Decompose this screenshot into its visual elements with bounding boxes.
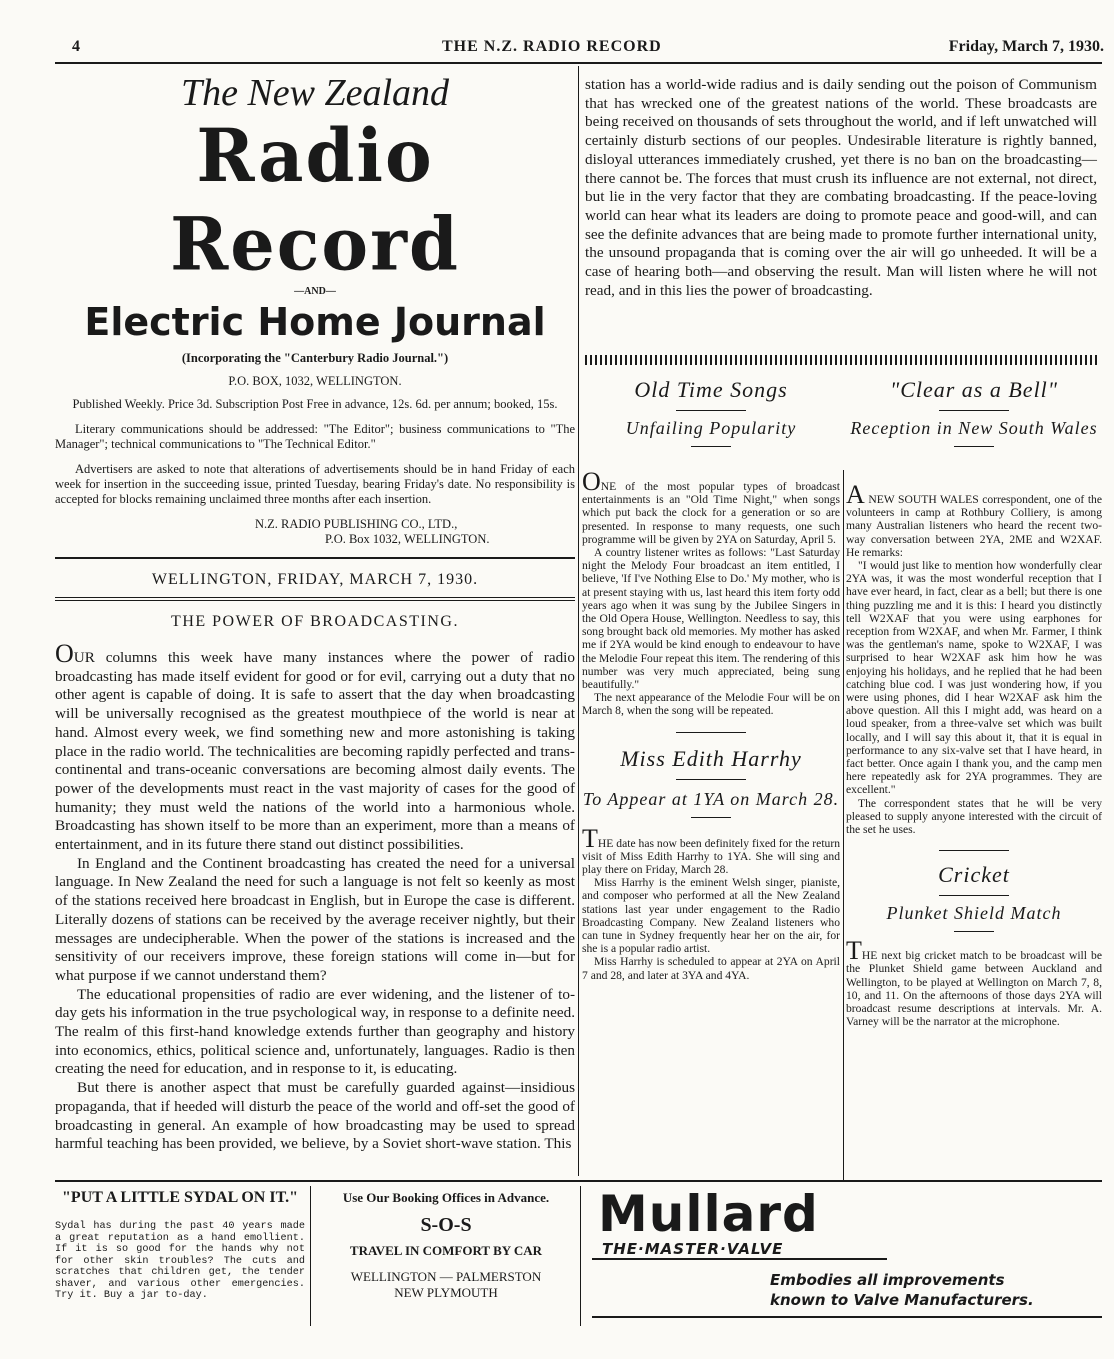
incorporating-note: (Incorporating the "Canterbury Radio Journal.") [181, 351, 449, 365]
decorative-rule [585, 355, 1097, 365]
masthead-line1: The New Zealand [180, 72, 450, 114]
header-rule [55, 62, 1102, 64]
page-header [72, 38, 1104, 60]
cricket-p1: THE next big cricket match to be broadcast will be the Plunket Shield game between Auckland and Wellington, to be played at Wellington on March 7, 8, 10, and 11. On the afternoons of those days 2YA will broadcast resume descriptions at intervals. Mr. A. Varney will be the narrator at the microphone. [846, 936, 1102, 1029]
songs-title: Old Time Songs [634, 377, 788, 402]
ad-divider-1 [310, 1186, 311, 1326]
songs-rule [676, 410, 746, 411]
harrhy-p2: Miss Harrhy is the eminent Welsh singer, pianiste, and composer who performed at all the New Zealand stations last year under engagement to the Radio Broadcasting Company. New Zealand listeners who can tune in Sydney frequently hear her on the air, for she is a popular radio artist. [582, 876, 840, 956]
songs-p3: The next appearance of the Melodie Four will be on March 8, when the song will be repeated. [582, 691, 840, 718]
sydal-body: Sydal has during the past 40 years made a great reputation as a hand emollient. If it is so good for the hands why not for other skin troubles? The cuts and scratches that children get, the tender shaver, and various other emergencies. Try it. Buy a jar to-day. [55, 1221, 305, 1301]
harrhy-rule [676, 779, 746, 780]
sydal-ad [55, 1188, 305, 1302]
harrhy-title: Miss Edith Harrhy [620, 745, 802, 771]
bell-subtitle: Reception in New South Wales [850, 418, 1098, 438]
booking-line: Use Our Booking Offices in Advance. [342, 1190, 550, 1205]
editorial-p4: But there is another aspect that must be carefully guarded against—insidious propaganda, that if heeded will disturb the peace of the world and off-set the good of broadcasting in general. An example of how broadcasting may be used to spread harmful teaching has been provided, we believe, by a Soviet short-wave station. This [55, 1079, 575, 1153]
editorial-p5: station has a world-wide radius and is daily sending out the poison of Communism that has wrecked one of the greatest nations of the world. These broadcasts are being received on thousands of sets throughout the world, and if left unwatched will certainly disturb sections of our peoples. Undesirable literature is rightly banned, disloyal utterances immediately crushed, yet there is no ban on the broadcasting—there cannot be. The forces that must crush its influence are not external, not direct, but lie in the very factor that they are combating broadcasting. If the peace-loving world can hear what its leaders are doing to promote peace and good-will, and can see the definite advances that are being made to promote further international unity, the unsound propaganda that is coming over the air will go unheeded. It will be a case of hearing both—and observing the result. Man will listen where he will not read, and in this lies the power of broadcasting. [585, 76, 1097, 299]
bell-article [846, 480, 1102, 1029]
bell-title: "Clear as a Bell" [889, 377, 1059, 402]
bell-p2: "I would just like to mention how wonderfully clear 2YA was, it was the most wonderful reception that I have ever heard, in fact, clear as a bell; but there is one thing puzzling me and it is this: I heard you distinctly tell W2XAF that you were using earphones for reception from W2XAF, and when Mr. Farmer, I think was the gentleman's name, spoke to W2XAF, I was surprised to hear W2XAF ask him how he was enjoying his holidays, and he replied that he had been catching blue cod. I was just wondering how, if you were using phones, did I hear W2XAF ask him the above question. All this I might add, was heard on a loud speaker, from a three-valve set which was built locally, and I will say this about it, that it is equal in performance to any six-valve set that I have heard, in fact better. Once again I thank you, and the camp men here repeatedly ask for 2YA programmes. They are excellent." [846, 559, 1102, 797]
mullard-ad [592, 1185, 1102, 1318]
harrhy-p1: THE date has now been definitely fixed for the return visit of Miss Edith Harrhy to 1YA. She will sing and play there on Friday, March 28. [582, 823, 840, 877]
cricket-title: Cricket [938, 862, 1010, 888]
publisher-line1: N.Z. RADIO PUBLISHING CO., LTD., [255, 517, 458, 531]
harrhy-top-rule [676, 732, 746, 733]
sos-title: S-O-S [420, 1214, 472, 1236]
songs-rule-2 [691, 446, 731, 447]
cricket-subtitle: Plunket Shield Match [886, 903, 1062, 924]
editorial-body [55, 639, 575, 1154]
mullard-line1: Embodies all improvements [770, 1271, 1005, 1289]
left-column [55, 70, 575, 1154]
masthead-and: —AND— [294, 286, 336, 297]
masthead-subtitle: Electric Home Journal [84, 300, 546, 344]
harrhy-subtitle: To Appear at 1YA on March 28. [582, 788, 840, 809]
editorial-p3: The educational propensities of radio are ever widening, and the listener of to-day gets his information in the true psychological way, in response to a definite need. The realm of this first-hand knowledge extends further than geography and history into economics, ethics, political science and, unfortunately, languages. Radio is then creating the need for education, and in response to it, is educating. [55, 985, 575, 1078]
page-number: 4 [72, 38, 80, 55]
route-line1: WELLINGTON — PALMERSTON [350, 1269, 542, 1284]
cricket-top-rule [939, 850, 1009, 851]
songs-subtitle: Unfailing Popularity [625, 418, 797, 438]
publisher-line2: P.O. Box 1032, WELLINGTON. [325, 532, 490, 546]
inner-column-divider [843, 470, 844, 1180]
cricket-rule-2 [954, 931, 994, 932]
sydal-title: "PUT A LITTLE SYDAL ON IT." [62, 1189, 298, 1206]
harrhy-rule-2 [691, 817, 731, 818]
masthead-title: Radio Record [170, 111, 460, 288]
editorial-p2: In England and the Continent broadcasting has created the need for a universal language. In New Zealand the need for such a language is not felt so keenly as most of the stations received here broadcast in English, but in Europe the case is different. Literally dozens of stations can be received by the average receiver nightly, but their messages are undecipherable. When the power of the stations is increased and the sensitivity of our receivers improve, these foreign stations will come in—but for what purpose if we cannot understand them? [55, 854, 575, 984]
mullard-line2: known to Valve Manufacturers. [770, 1291, 1034, 1309]
editorial-dateline: WELLINGTON, FRIDAY, MARCH 7, 1930. [151, 571, 479, 588]
publication-name: THE N.Z. RADIO RECORD [442, 38, 662, 55]
route-line2: NEW PLYMOUTH [394, 1285, 498, 1300]
songs-article [582, 467, 841, 982]
advertisers-note: Advertisers are asked to note that alterations of advertisements should be in hand Friday of each week for insertion in the succeeding issue, printed Tuesday, bearing Friday's date. No responsibility is accepted for blocks remaining unclaimed three months after each insertion. [55, 462, 575, 506]
masthead-rule [55, 557, 575, 559]
dateline-rule [55, 597, 575, 598]
bell-p1: A NEW SOUTH WALES correspondent, one of the volunteers in camp at Rothbury Colliery, is among many Australian listeners who heard the recent two-way conversation between 2YA, 2ME and W2XAF. He remarks: [846, 480, 1102, 559]
dateline-rule-2 [55, 600, 575, 601]
mullard-logo: Mullard [598, 1185, 819, 1243]
column-divider [578, 66, 579, 1176]
cricket-rule [939, 895, 1009, 896]
literary-note: Literary communications should be addressed: "The Editor"; business communications to "The Manager"; technical communications to "The Technical Editor." [55, 422, 575, 451]
bell-rule [939, 410, 1009, 411]
mullard-bottom-rule [592, 1316, 1102, 1318]
songs-p1: ONE of the most popular types of broadcast entertainments is an "Old Time Night," when songs which put back the clock for a generation or so are presented. In response to many requests, one such programme will be given by 2YA on Saturday, April 5. [582, 467, 840, 546]
bell-heading [846, 372, 1102, 453]
mullard-tagline: THE·MASTER·VALVE [592, 1240, 887, 1260]
songs-heading [582, 372, 840, 453]
ad-divider-2 [580, 1186, 581, 1326]
travel-line: TRAVEL IN COMFORT BY CAR [349, 1243, 543, 1258]
editorial-continuation [585, 76, 1097, 300]
ads-top-rule [55, 1180, 1102, 1182]
harrhy-p3: Miss Harrhy is scheduled to appear at 2YA on April 7 and 28, and later at 3YA and 4YA. [582, 955, 840, 982]
songs-p2: A country listener writes as follows: "Last Saturday night the Melody Four broadcast an item entitled, I believe, 'If I've Nothing Else to Do.' My mother, who is at present staying with us, last heard this item forty odd years ago when it was sung by the Jubilee Singers in the Old Opera House, Wellington. Needless to say, this song brought back old memories. My mother has asked me if 2YA would be kind enough to endeavour to have the Melodie Four repeat this item. The rendering of this number was very much appreciated, being sung beautifully." [582, 546, 841, 692]
issue-date: Friday, March 7, 1930. [948, 38, 1104, 55]
editorial-title: THE POWER OF BROADCASTING. [171, 613, 459, 630]
bell-p3: The correspondent states that he will be very pleased to supply anyone interested with the circuit of the set he uses. [846, 796, 1102, 837]
bell-rule-2 [954, 446, 994, 447]
published-info: Published Weekly. Price 3d. Subscription Post Free in advance, 12s. 6d. per annum; booked, 15s. [72, 397, 558, 411]
po-box: P.O. BOX, 1032, WELLINGTON. [228, 374, 402, 388]
sos-ad [315, 1190, 577, 1301]
editorial-p1: OUR columns this week have many instances where the power of radio broadcasting has made itself evident for good or for evil, carrying out a duty that no other agent is capable of doing. It is safe to assert that the day when broadcasting will be universally recognised as the greatest mouthpiece of the world is near at hand. Almost every week, we find something new and more astonishing is taking place in the radio world. The technicalities are becoming rapidly perfected and trans-continental and trans-oceanic conversations are becoming almost daily events. The power of the developments must react in the vast majority of cases for the good of humanity; they must weld the nations of the world into a harmonious whole. Broadcasting has shown itself to be more than an experiment, more than a means of entertainment, and in its future there stand out distinct possibilities. [55, 639, 575, 854]
